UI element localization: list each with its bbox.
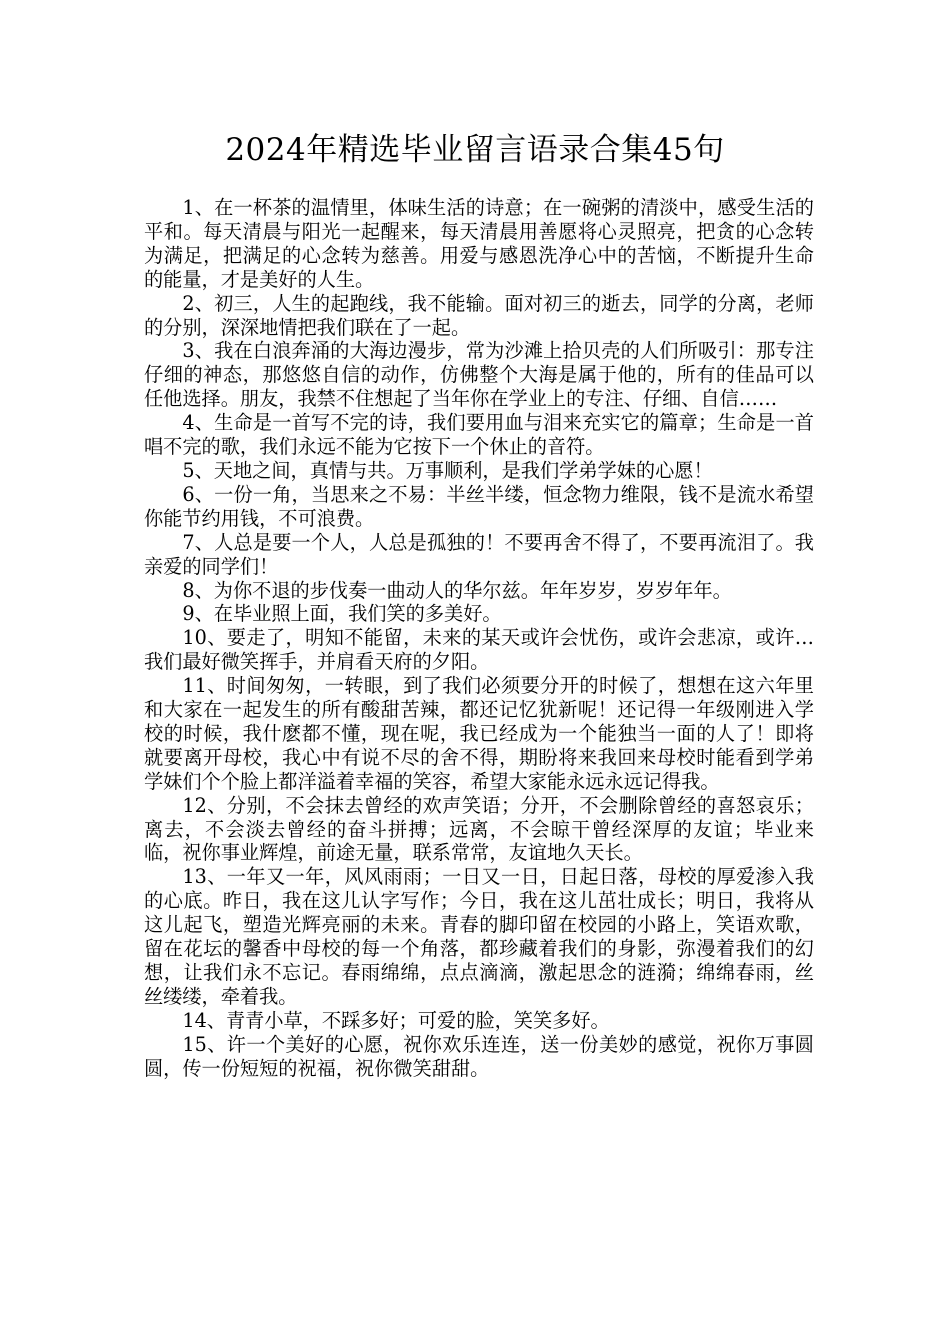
paragraph-14: 14、青青小草，不踩多好；可爱的脸，笑笑多好。 [182, 1008, 610, 1032]
document-body [144, 196, 814, 1081]
paragraph-6: 6、一份一角，当思来之不易：半丝半缕，恒念物力维限，钱不是流水希望你能节约用钱，不可浪费。 [144, 482, 814, 530]
document-title: 2024年精选毕业留言语录合集45句 [225, 132, 725, 168]
paragraph-8: 8、为你不退的步伐奏一曲动人的华尔兹。年年岁岁，岁岁年年。 [182, 578, 732, 602]
paragraph-1: 1、在一杯茶的温情里，体味生活的诗意；在一碗粥的清淡中，感受生活的平和。每天清晨与阳光一起醒来，每天清晨用善愿将心灵照亮，把贪的心念转为满足，把满足的心念转为慈善。用爱与感恩洗净心中的苦恼，不断提升生命的能量，才是美好的人生。 [144, 196, 814, 291]
paragraph-3: 3、我在白浪奔涌的大海边漫步，常为沙滩上拾贝壳的人们所吸引：那专注仔细的神态，那悠悠自信的动作，仿佛整个大海是属于他的，所有的佳品可以任他选择。朋友，我禁不住想起了当年你在学业上的专注、仔细、自信…… [144, 339, 814, 411]
paragraph-9: 9、在毕业照上面，我们笑的多美好。 [182, 602, 502, 626]
paragraph-15: 15、许一个美好的心愿，祝你欢乐连连，送一份美妙的感觉，祝你万事圆圆，传一份短短的祝福，祝你微笑甜甜。 [144, 1032, 814, 1080]
paragraph-13: 13、一年又一年，风风雨雨；一日又一日，日起日落，母校的厚爱渗入我的心底。昨日，我在这儿认字写作；今日，我在这儿茁壮成长；明日，我将从这儿起飞，塑造光辉亮丽的未来。青春的脚印留在校园的小路上，笑语欢歌，留在花坛的馨香中母校的每一个角落，都珍藏着我们的身影，弥漫着我们的幻想，让我们永不忘记。春雨绵绵，点点滴滴，激起思念的涟漪；绵绵春雨，丝丝缕缕，牵着我。 [144, 865, 814, 1008]
paragraph-10: 10、要走了，明知不能留，未来的某天或许会忧伤，或许会悲凉，或许…我们最好微笑挥手，并肩看天府的夕阳。 [144, 626, 814, 674]
paragraph-7: 7、人总是要一个人，人总是孤独的！不要再舍不得了，不要再流泪了。我亲爱的同学们！ [144, 530, 814, 578]
paragraph-5: 5、天地之间，真情与共。万事顺利，是我们学弟学妹的心愿！ [182, 458, 713, 482]
paragraph-4: 4、生命是一首写不完的诗，我们要用血与泪来充实它的篇章；生命是一首唱不完的歌，我们永远不能为它按下一个休止的音符。 [144, 411, 814, 459]
paragraph-2: 2、初三，人生的起跑线，我不能输。面对初三的逝去，同学的分离，老师的分别，深深地情把我们联在了一起。 [144, 291, 814, 339]
paragraph-11: 11、时间匆匆，一转眼，到了我们必须要分开的时候了，想想在这六年里和大家在一起发生的所有酸甜苦辣，都还记忆犹新呢！还记得一年级刚进入学校的时候，我什麽都不懂，现在呢，我已经成为一个能独当一面的人了！即将就要离开母校，我心中有说不尽的舍不得，期盼将来我回来母校时能看到学弟学妹们个个脸上都洋溢着幸福的笑容，希望大家能永远永远记得我。 [144, 674, 814, 793]
paragraph-12: 12、分别，不会抹去曾经的欢声笑语；分开，不会删除曾经的喜怒哀乐；离去，不会淡去曾经的奋斗拼搏；远离，不会晾干曾经深厚的友谊；毕业来临，祝你事业辉煌，前途无量，联系常常，友谊地久天长。 [144, 793, 814, 865]
